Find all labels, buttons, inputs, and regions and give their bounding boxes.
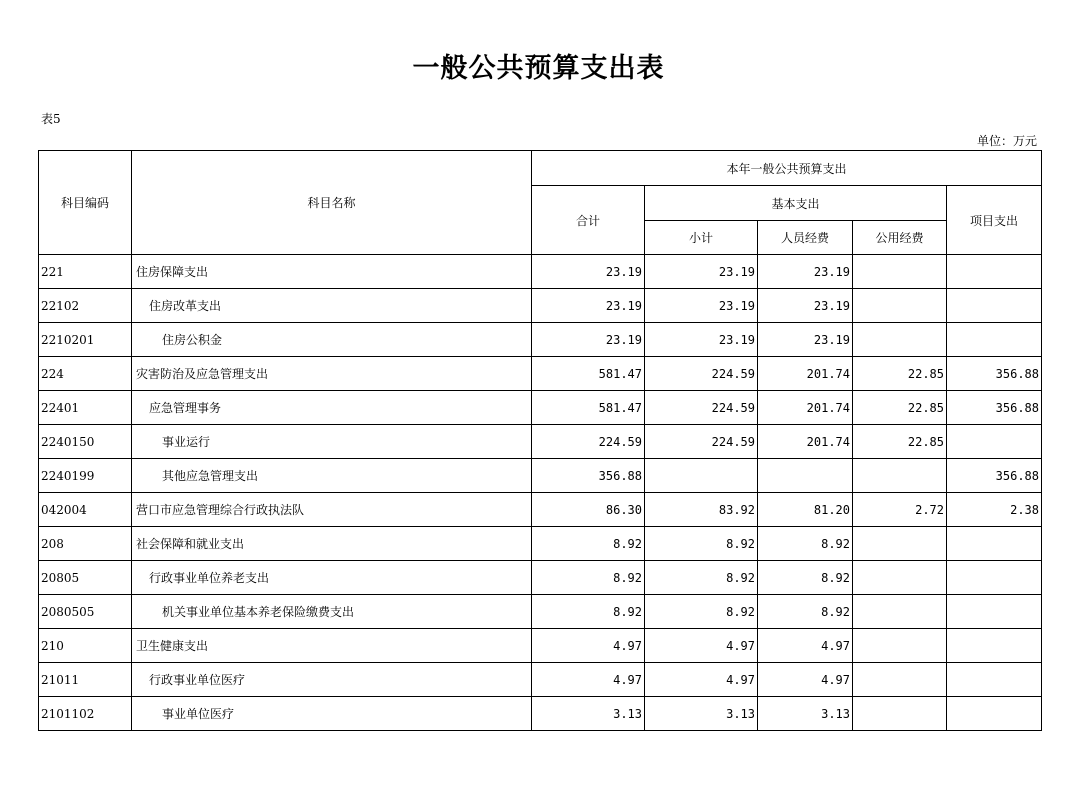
row-public: 22.85 (853, 391, 947, 425)
row-name: 住房改革支出 (132, 289, 532, 323)
row-code: 21011 (39, 663, 132, 697)
row-public: 2.72 (853, 493, 947, 527)
row-public (853, 561, 947, 595)
budget-table (38, 150, 1042, 731)
table-body (39, 255, 1042, 731)
table-row (39, 289, 1042, 323)
row-total: 4.97 (532, 663, 645, 697)
table-row (39, 595, 1042, 629)
row-project (947, 425, 1042, 459)
row-personnel: 4.97 (758, 629, 853, 663)
row-total: 86.30 (532, 493, 645, 527)
row-project: 356.88 (947, 459, 1042, 493)
row-total: 224.59 (532, 425, 645, 459)
row-public (853, 629, 947, 663)
row-personnel: 201.74 (758, 357, 853, 391)
table-row (39, 425, 1042, 459)
table-row (39, 561, 1042, 595)
row-public (853, 255, 947, 289)
row-total: 23.19 (532, 323, 645, 357)
row-subtotal: 23.19 (645, 255, 758, 289)
row-subtotal: 224.59 (645, 391, 758, 425)
row-project (947, 255, 1042, 289)
table-row (39, 459, 1042, 493)
row-subtotal: 4.97 (645, 629, 758, 663)
table-number: 表5 (41, 112, 61, 126)
header-group: 本年一般公共预算支出 (532, 151, 1042, 186)
row-personnel: 4.97 (758, 663, 853, 697)
header-subtotal: 小计 (645, 221, 758, 255)
row-total: 8.92 (532, 595, 645, 629)
row-name: 机关事业单位基本养老保险缴费支出 (132, 595, 532, 629)
row-project (947, 697, 1042, 731)
row-project: 356.88 (947, 391, 1042, 425)
row-name: 卫生健康支出 (132, 629, 532, 663)
row-public (853, 697, 947, 731)
row-total: 581.47 (532, 391, 645, 425)
row-total: 8.92 (532, 527, 645, 561)
row-project (947, 663, 1042, 697)
row-personnel: 23.19 (758, 289, 853, 323)
row-name: 行政事业单位养老支出 (132, 561, 532, 595)
row-code: 210 (39, 629, 132, 663)
table-row (39, 527, 1042, 561)
row-personnel: 8.92 (758, 527, 853, 561)
row-total: 23.19 (532, 255, 645, 289)
table-row (39, 629, 1042, 663)
row-code: 2240199 (39, 459, 132, 493)
row-public (853, 289, 947, 323)
row-public: 22.85 (853, 357, 947, 391)
row-public (853, 323, 947, 357)
row-code: 224 (39, 357, 132, 391)
header-project: 项目支出 (947, 186, 1042, 255)
header-public: 公用经费 (853, 221, 947, 255)
row-name: 行政事业单位医疗 (132, 663, 532, 697)
row-subtotal: 83.92 (645, 493, 758, 527)
row-project (947, 323, 1042, 357)
row-code: 20805 (39, 561, 132, 595)
row-total: 581.47 (532, 357, 645, 391)
row-personnel: 23.19 (758, 323, 853, 357)
table-header (39, 151, 1042, 255)
row-name: 事业运行 (132, 425, 532, 459)
row-public (853, 595, 947, 629)
row-project (947, 595, 1042, 629)
table-row (39, 357, 1042, 391)
row-name: 灾害防治及应急管理支出 (132, 357, 532, 391)
row-subtotal: 8.92 (645, 527, 758, 561)
row-code: 2080505 (39, 595, 132, 629)
header-total: 合计 (532, 186, 645, 255)
header-name: 科目名称 (132, 151, 532, 255)
row-name: 应急管理事务 (132, 391, 532, 425)
row-project (947, 527, 1042, 561)
row-name: 其他应急管理支出 (132, 459, 532, 493)
unit-label: 单位：万元 (976, 134, 1037, 148)
row-name: 营口市应急管理综合行政执法队 (132, 493, 532, 527)
row-total: 23.19 (532, 289, 645, 323)
row-project (947, 561, 1042, 595)
row-code: 221 (39, 255, 132, 289)
row-code: 042004 (39, 493, 132, 527)
row-public (853, 527, 947, 561)
row-personnel: 201.74 (758, 391, 853, 425)
table-row (39, 391, 1042, 425)
row-code: 2210201 (39, 323, 132, 357)
row-name: 住房保障支出 (132, 255, 532, 289)
row-subtotal: 3.13 (645, 697, 758, 731)
row-subtotal: 8.92 (645, 561, 758, 595)
row-total: 3.13 (532, 697, 645, 731)
table-row (39, 493, 1042, 527)
row-personnel: 23.19 (758, 255, 853, 289)
row-name: 社会保障和就业支出 (132, 527, 532, 561)
row-code: 208 (39, 527, 132, 561)
row-personnel: 8.92 (758, 595, 853, 629)
row-public: 22.85 (853, 425, 947, 459)
table-row (39, 663, 1042, 697)
row-total: 8.92 (532, 561, 645, 595)
header-code: 科目编码 (39, 151, 132, 255)
row-project: 2.38 (947, 493, 1042, 527)
page-title: 一般公共预算支出表 (412, 53, 665, 84)
row-personnel: 81.20 (758, 493, 853, 527)
row-project (947, 289, 1042, 323)
row-personnel: 3.13 (758, 697, 853, 731)
row-code: 22401 (39, 391, 132, 425)
row-personnel: 8.92 (758, 561, 853, 595)
row-subtotal: 224.59 (645, 425, 758, 459)
header-basic: 基本支出 (645, 186, 947, 221)
row-public (853, 459, 947, 493)
row-project: 356.88 (947, 357, 1042, 391)
row-subtotal: 23.19 (645, 289, 758, 323)
row-subtotal: 23.19 (645, 323, 758, 357)
row-name: 事业单位医疗 (132, 697, 532, 731)
row-code: 2101102 (39, 697, 132, 731)
row-total: 356.88 (532, 459, 645, 493)
row-public (853, 663, 947, 697)
row-name: 住房公积金 (132, 323, 532, 357)
row-project (947, 629, 1042, 663)
row-subtotal (645, 459, 758, 493)
row-personnel: 201.74 (758, 425, 853, 459)
row-code: 2240150 (39, 425, 132, 459)
header-personnel: 人员经费 (758, 221, 853, 255)
table-row (39, 697, 1042, 731)
row-total: 4.97 (532, 629, 645, 663)
row-subtotal: 8.92 (645, 595, 758, 629)
row-subtotal: 224.59 (645, 357, 758, 391)
table-row (39, 255, 1042, 289)
table-row (39, 323, 1042, 357)
row-personnel (758, 459, 853, 493)
row-code: 22102 (39, 289, 132, 323)
row-subtotal: 4.97 (645, 663, 758, 697)
